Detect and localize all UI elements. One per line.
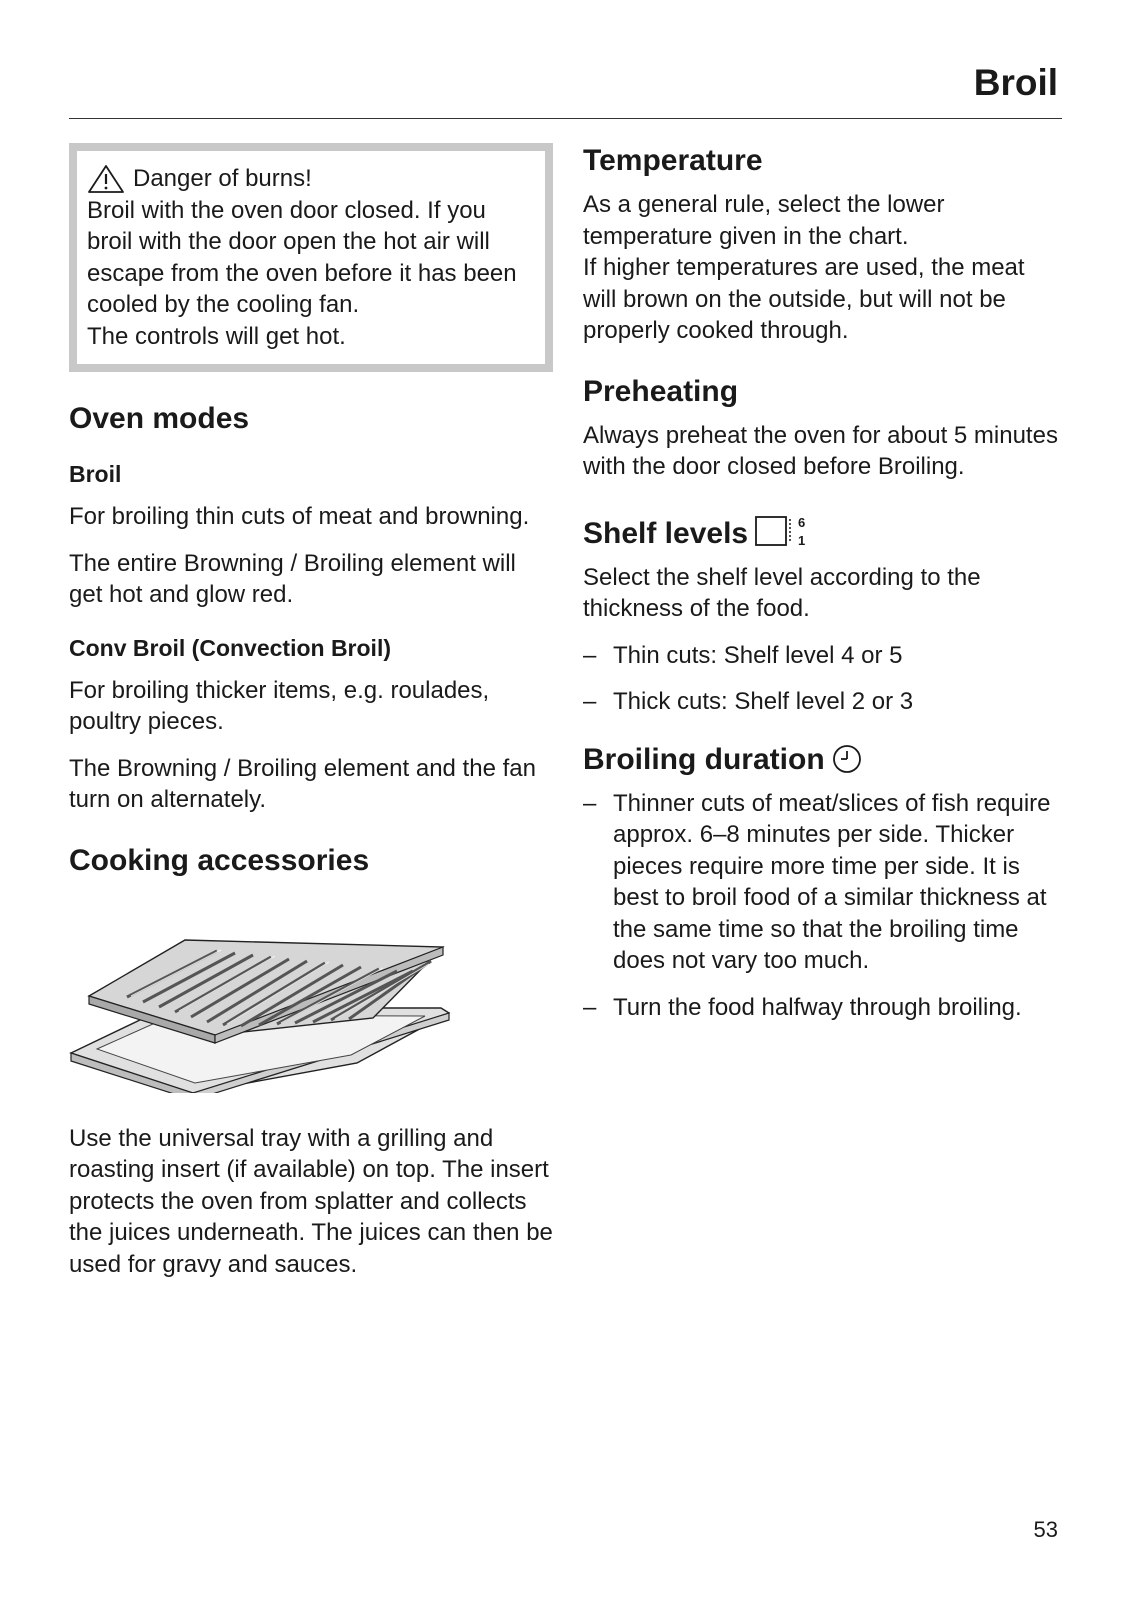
shelf-icon-top-number: 6 <box>798 514 806 530</box>
broiling-duration-list <box>583 788 1063 1024</box>
conv-broil-desc: For broiling thicker items, e.g. roulades, poultry pieces. <box>69 676 490 735</box>
temperature-rule: As a general rule, select the lower temperature given in the chart. <box>583 191 945 250</box>
left-column <box>69 143 553 1280</box>
list-dash: – <box>583 688 597 715</box>
list-dash: – <box>583 993 597 1021</box>
broiling-duration-title: Broiling duration <box>583 742 825 776</box>
list-dash: – <box>583 789 597 817</box>
warning-body: Broil with the oven door closed. If you broil with the door open the hot air will escape from the oven before it has been cooled by the cooling fan. <box>87 196 517 318</box>
page-title: Broil <box>973 62 1058 103</box>
list-item: – Turn the food halfway through broiling. <box>583 992 1063 1024</box>
broiling-duration-heading <box>583 742 1063 778</box>
list-item: – Thick cuts: Shelf level 2 or 3 <box>583 686 1063 718</box>
warning-heading: Danger of burns! <box>133 165 312 192</box>
conv-broil-heading: Conv Broil (Convection Broil) <box>69 634 391 661</box>
clock-icon <box>831 743 863 775</box>
shelf-levels-intro: Select the shelf level according to the thickness of the food. <box>583 563 981 622</box>
shelf-levels-list <box>583 640 1063 718</box>
list-item: – Thin cuts: Shelf level 4 or 5 <box>583 640 1063 672</box>
preheating-heading: Preheating <box>583 374 739 408</box>
shelf-levels-heading <box>583 513 1063 552</box>
warning-heading-row <box>87 163 535 195</box>
broil-mode-heading: Broil <box>69 461 122 487</box>
broil-mode-desc: For broiling thin cuts of meat and browning. <box>69 503 530 530</box>
shelf-icon-bottom-number: 1 <box>798 532 806 548</box>
list-dash: – <box>583 641 597 669</box>
accessories-text: Use the universal tray with a grilling and roasting insert (if available) on top. The insert protects the oven from splatter and collects the juices underneath. The juices can then be used for gravy and sauces. <box>69 1124 553 1278</box>
conv-broil-detail: The Browning / Broiling element and the fan turn on alternately. <box>69 754 536 813</box>
shelf-levels-title: Shelf levels <box>583 516 749 550</box>
broil-mode-detail: The entire Browning / Broiling element will get hot and glow red. <box>69 549 516 608</box>
tray-and-grill-illustration <box>69 903 469 1093</box>
warning-box <box>69 143 553 372</box>
list-item: – Thinner cuts of meat/slices of fish require approx. 6–8 minutes per side. Thicker pieces require more time per side. It is best to broil food of a similar thickness at the same time so that the broiling time does not vary too much. <box>583 789 1051 974</box>
preheating-text: Always preheat the oven for about 5 minutes with the door closed before Broiling. <box>583 421 1058 480</box>
shelf-level-icon <box>754 513 814 549</box>
oven-modes-heading: Oven modes <box>69 402 250 435</box>
page-number: 53 <box>1033 1517 1058 1542</box>
warning-note: The controls will get hot. <box>87 322 346 350</box>
warning-triangle-icon <box>87 164 125 194</box>
right-column <box>583 143 1063 1023</box>
cooking-accessories-heading: Cooking accessories <box>69 843 370 877</box>
header-divider <box>69 118 1062 119</box>
temperature-note: If higher temperatures are used, the meat will brown on the outside, but will not be properly cooked through. <box>583 254 1025 344</box>
temperature-heading: Temperature <box>583 144 763 177</box>
